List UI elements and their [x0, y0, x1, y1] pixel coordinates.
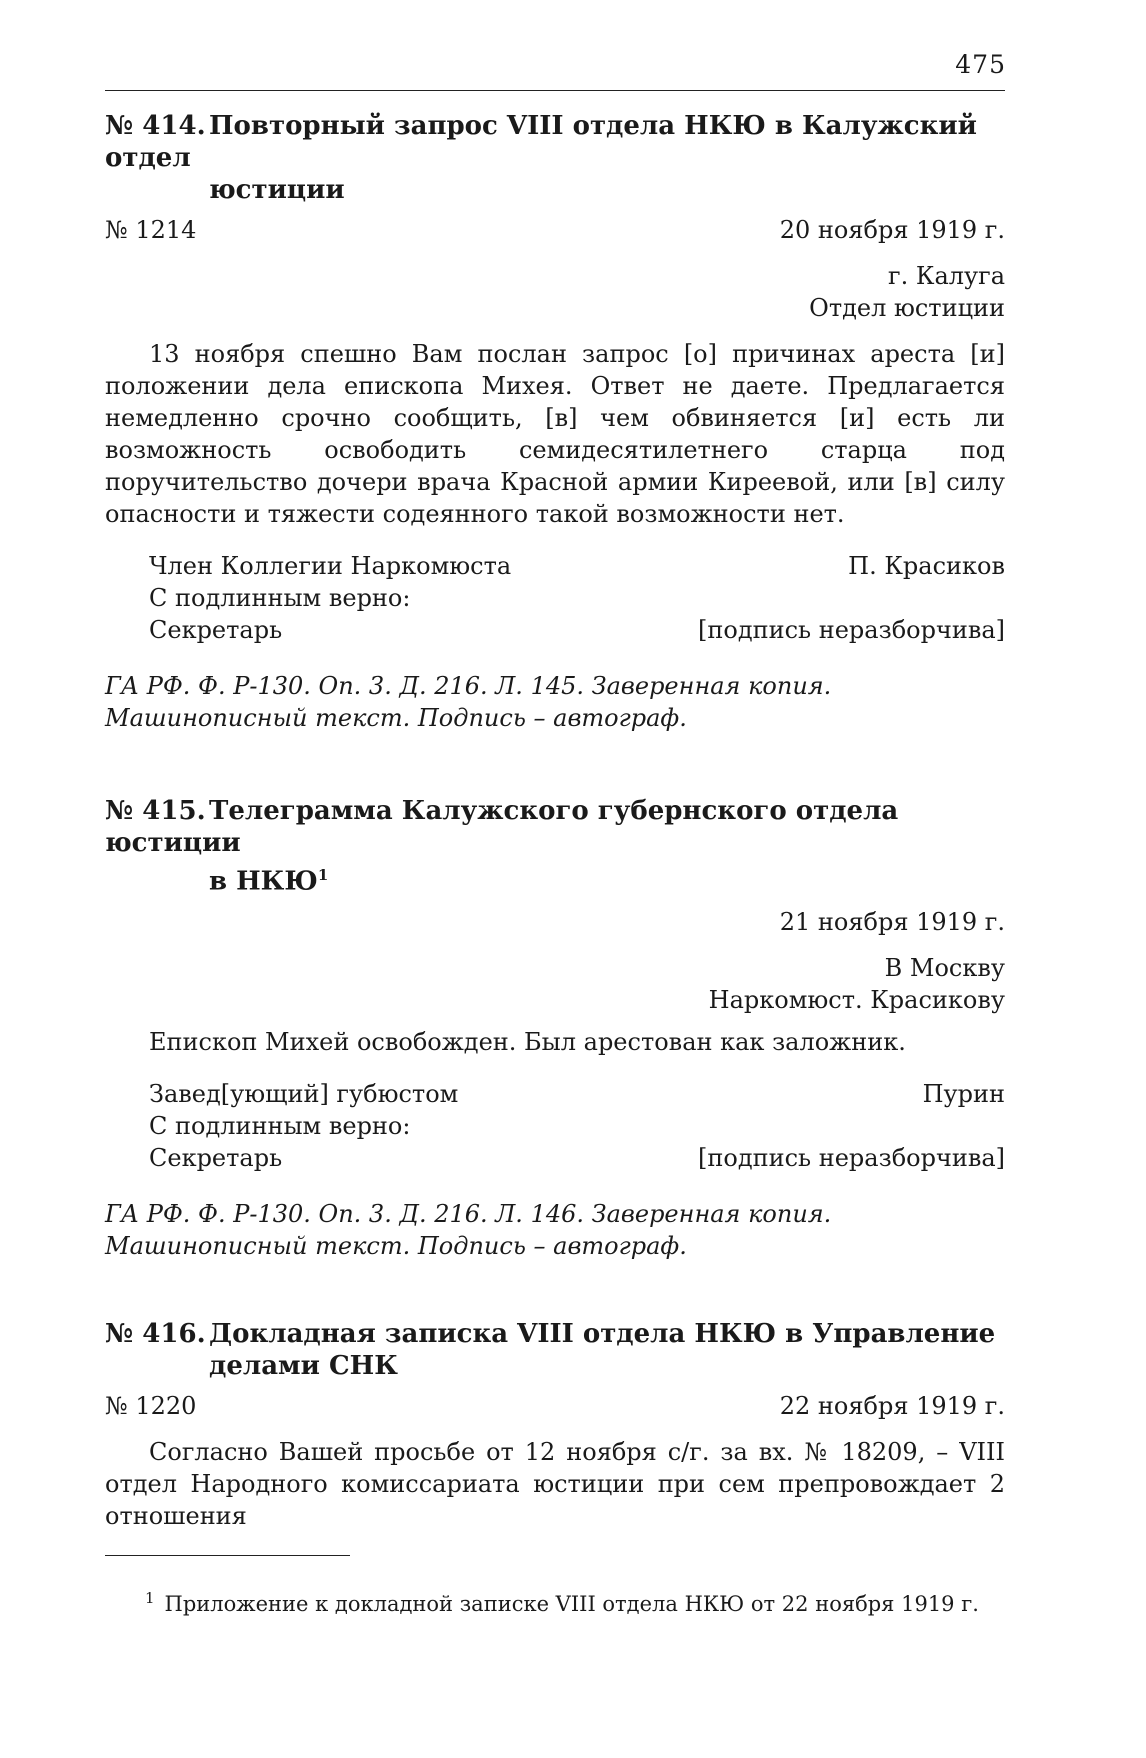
- doc-415-addressee-line1: В Москву: [884, 953, 1005, 982]
- document-416: [105, 1318, 1005, 1532]
- doc-416-meta-row: [105, 1390, 1005, 1422]
- document-415: [105, 795, 1005, 1262]
- doc-414-archive-line2: Машинописный текст. Подпись – автограф.: [105, 704, 687, 732]
- doc-415-sig3-role: Секретарь: [149, 1143, 283, 1172]
- doc-416-number: № 416.: [105, 1319, 206, 1349]
- doc-416-reg-number: № 1220: [105, 1392, 197, 1420]
- doc-414-heading: [105, 110, 1005, 206]
- page-number: 475: [955, 50, 1006, 79]
- doc-414-sig1-name: П. Красиков: [848, 552, 1005, 580]
- footnote-mark: 1: [145, 1589, 155, 1607]
- footnote: [145, 1584, 979, 1618]
- doc-414-reg-number: № 1214: [105, 216, 197, 244]
- doc-415-body: Епископ Михей освобожден. Был арестован как заложник.: [149, 1027, 906, 1056]
- header-rule: [105, 90, 1005, 91]
- doc-415-addressee-line2: Наркомюст. Красикову: [708, 985, 1005, 1014]
- doc-414-sig2-role: С подлинным верно:: [149, 584, 411, 612]
- footnote-rule: [105, 1555, 350, 1556]
- doc-414-meta-row: [105, 214, 1005, 246]
- doc-415-sig1-role: Завед[ующий] губюстом: [149, 1079, 459, 1108]
- doc-415-sig3-name: [подпись неразборчива]: [698, 1143, 1005, 1172]
- doc-415-number: № 415.: [105, 796, 206, 826]
- doc-414-title-line2: юстиции: [209, 175, 345, 205]
- footnote-text: Приложение к докладной записке VIII отдела НКЮ от 22 ноября 1919 г.: [164, 1592, 979, 1616]
- doc-414-addressee-line2: Отдел юстиции: [809, 294, 1005, 322]
- doc-414-number: № 414.: [105, 111, 206, 141]
- doc-416-heading: [105, 1318, 1005, 1382]
- document-414: [105, 110, 1005, 734]
- doc-416-body: Согласно Вашей просьбе от 12 ноября с/г. за вх. № 18209, – VIII отдел Народного комиссариата юстиции при сем препровождает 2 отношения: [105, 1438, 1005, 1530]
- doc-416-date: 22 ноября 1919 г.: [779, 1392, 1005, 1420]
- doc-414-sig3-name: [подпись неразборчива]: [698, 616, 1005, 644]
- doc-414-date: 20 ноября 1919 г.: [779, 216, 1005, 244]
- doc-415-sig2-role: С подлинным верно:: [149, 1111, 411, 1140]
- doc-415-archive-line1: ГА РФ. Ф. Р-130. Оп. 3. Д. 216. Л. 146. Заверенная копия.: [105, 1199, 832, 1228]
- doc-415-sig1-name: Пурин: [922, 1079, 1005, 1108]
- doc-414-addressee-line1: г. Калуга: [888, 262, 1005, 290]
- doc-415-signatures: [105, 1078, 1005, 1174]
- doc-416-title-line2: делами СНК: [209, 1351, 398, 1381]
- doc-414-sig1-role: Член Коллегии Наркомюста: [149, 552, 512, 580]
- doc-414-archive-line1: ГА РФ. Ф. Р-130. Оп. 3. Д. 216. Л. 145. Заверенная копия.: [105, 672, 832, 700]
- doc-415-title-line1: Телеграмма Калужского губернского отдела юстиции: [105, 796, 899, 858]
- doc-414-title-line1: Повторный запрос VIII отдела НКЮ в Калужский отдел: [105, 111, 977, 173]
- doc-416-title-line1: Докладная записка VIII отдела НКЮ в Управление: [209, 1319, 996, 1349]
- doc-415-date: 21 ноября 1919 г.: [779, 907, 1005, 936]
- doc-414-sig3-role: Секретарь: [149, 616, 283, 644]
- doc-415-archive-line2: Машинописный текст. Подпись – автограф.: [105, 1231, 687, 1260]
- doc-414-body: 13 ноября спешно Вам послан запрос [о] причинах ареста [и] положении дела епископа Михея. Ответ не даете. Предлагается немедленно срочно сообщить, [в] чем обвиняется [и] есть ли возможность освободить семидесятилетнего старца под поручительство дочери врача Красной армии Киреевой, или [в] силу опасности и тяжести содеянного такой возможности нет.: [105, 340, 1005, 528]
- doc-415-title-line2: в НКЮ: [209, 866, 318, 897]
- doc-414-signatures: [105, 550, 1005, 646]
- doc-415-heading: [105, 795, 1005, 898]
- doc-415-footnote-mark: 1: [317, 866, 329, 884]
